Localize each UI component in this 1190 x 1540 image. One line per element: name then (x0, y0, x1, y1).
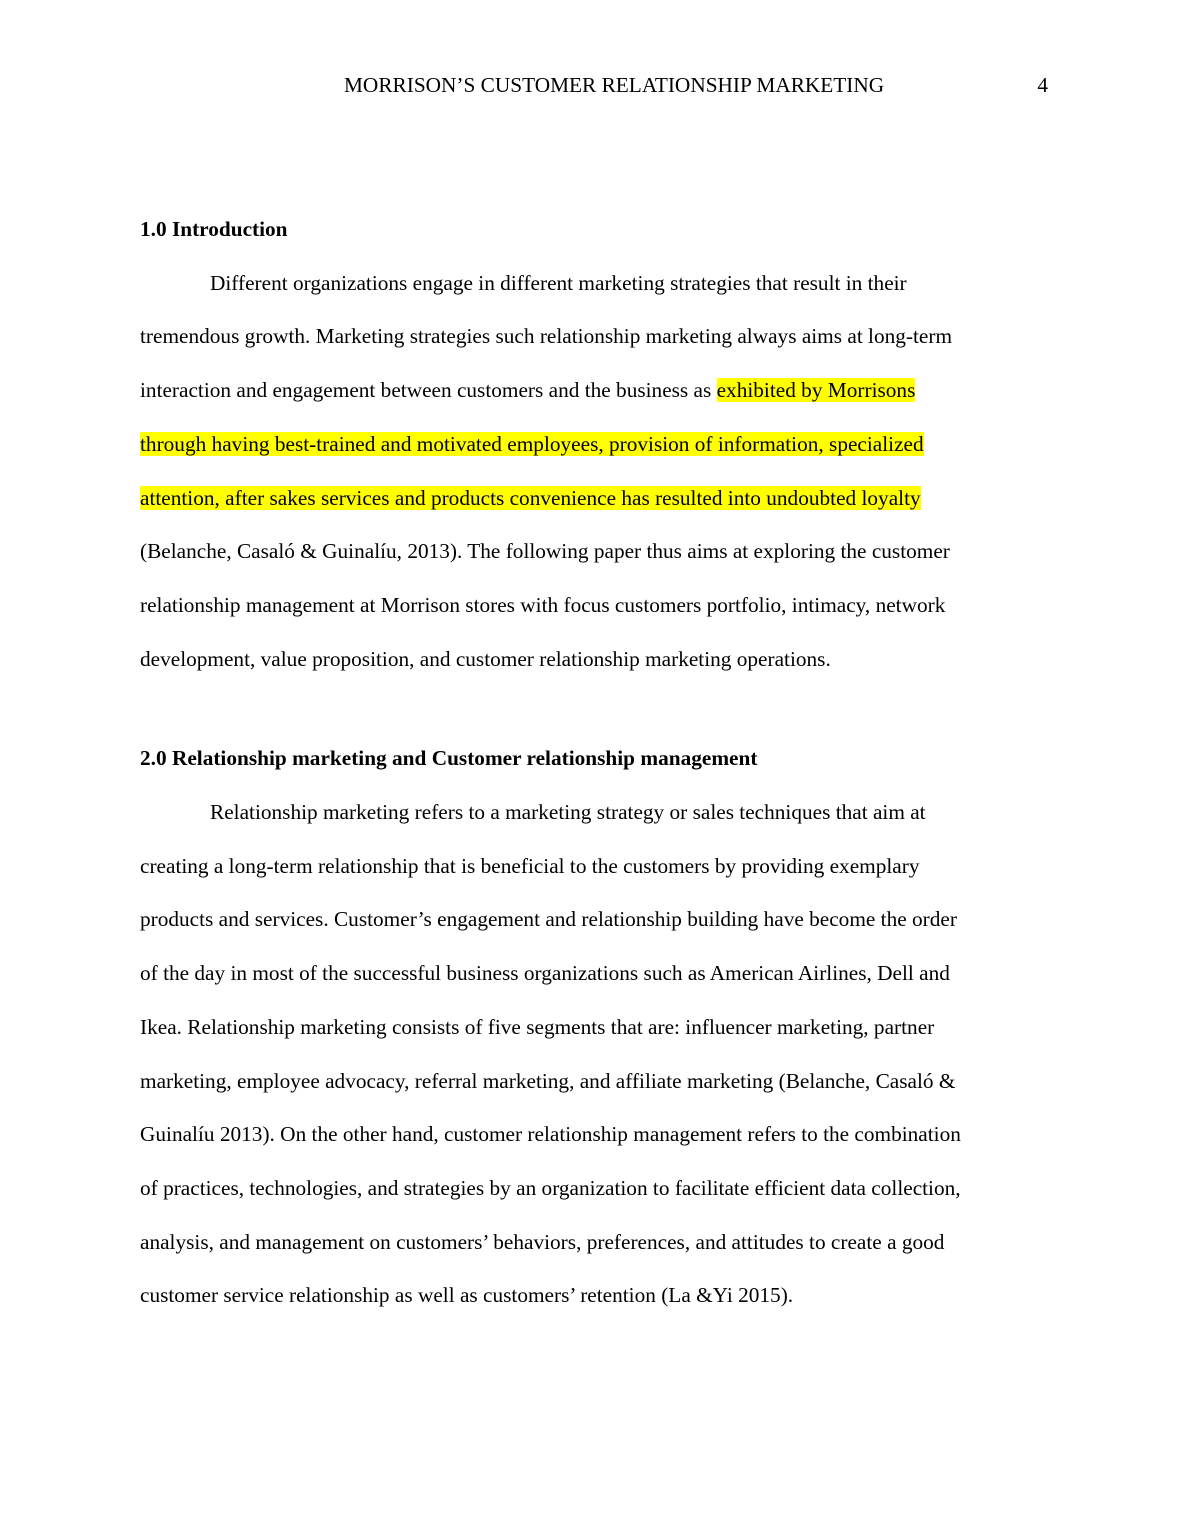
running-title: MORRISON’S CUSTOMER RELATIONSHIP MARKETING (344, 73, 885, 97)
section-heading-relationship-marketing: 2.0 Relationship marketing and Customer relationship management (140, 746, 758, 771)
section-heading-introduction: 1.0 Introduction (140, 217, 288, 241)
paragraph-line: Different organizations engage in different marketing strategies that result in their (210, 270, 907, 295)
paragraph-line: development, value proposition, and customer relationship marketing operations. (140, 646, 831, 671)
paragraph-text: interaction and engagement between customers and the business as (140, 378, 717, 403)
paragraph-line: tremendous growth. Marketing strategies such relationship marketing always aims at long-term (140, 324, 953, 349)
highlighted-text: through having best-trained and motivated employees, provision of information, specialized (140, 431, 924, 456)
document-body (140, 203, 1050, 1323)
paragraph-line (140, 418, 1050, 472)
page-number: 4 (1037, 73, 1048, 97)
paragraph-line (140, 364, 1050, 418)
paragraph-line: products and services. Customer’s engagement and relationship building have become the order (140, 907, 957, 932)
paragraph-line: (Belanche, Casaló & Guinalíu, 2013). The following paper thus aims at exploring the customer (140, 539, 950, 564)
paragraph-line: Guinalíu 2013). On the other hand, customer relationship management refers to the combination (140, 1122, 961, 1147)
paragraph-line: customer service relationship as well as customers’ retention (La &Yi 2015). (140, 1283, 794, 1308)
paragraph-line: of the day in most of the successful business organizations such as American Airlines, Dell and (140, 961, 950, 986)
paragraph-line: of practices, technologies, and strategies by an organization to facilitate efficient data collection, (140, 1175, 961, 1200)
running-header (140, 70, 1050, 100)
highlighted-text: exhibited by Morrisons (716, 378, 916, 403)
introduction-paragraph (140, 257, 1050, 687)
paragraph-line: Ikea. Relationship marketing consists of five segments that are: influencer marketing, partner (140, 1014, 935, 1039)
highlighted-text: attention, after sakes services and products convenience has resulted into undoubted loyalty (140, 485, 921, 510)
paragraph-line: marketing, employee advocacy, referral marketing, and affiliate marketing (Belanche, Casaló & (140, 1068, 956, 1093)
paragraph-line: Relationship marketing refers to a marketing strategy or sales techniques that aim at (210, 800, 926, 825)
paragraph-line: relationship management at Morrison stores with focus customers portfolio, intimacy, network (140, 592, 946, 617)
paragraph-line (140, 472, 1050, 526)
section-spacer (140, 686, 1050, 732)
relationship-marketing-paragraph (140, 786, 1050, 1323)
paragraph-line: analysis, and management on customers’ behaviors, preferences, and attitudes to create a good (140, 1229, 945, 1254)
paragraph-line: creating a long-term relationship that is beneficial to the customers by providing exemplary (140, 853, 920, 878)
